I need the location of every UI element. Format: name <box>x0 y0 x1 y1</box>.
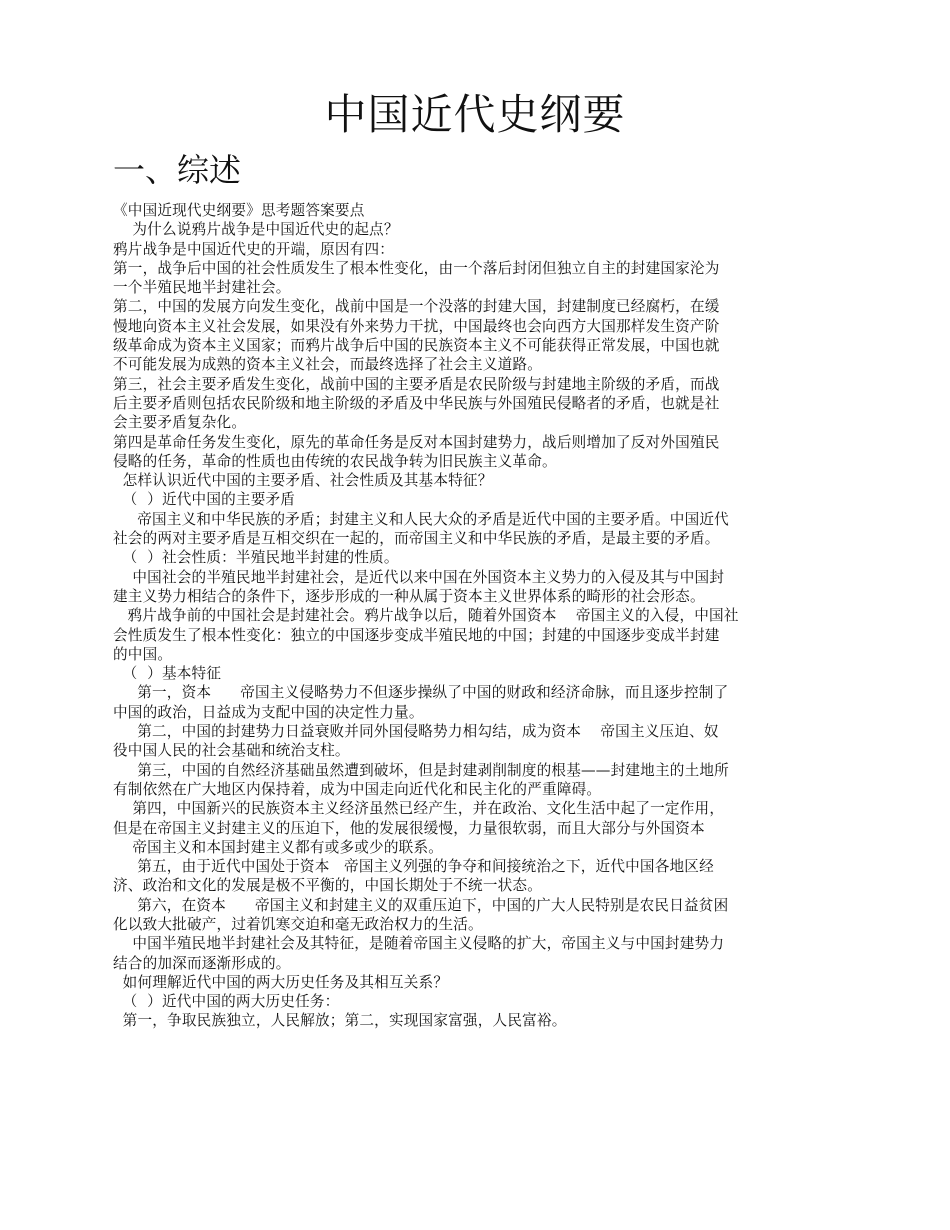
text-line: 役中国人民的社会基础和统治支柱。 <box>113 742 350 760</box>
text-line: 一个半殖民地半封建社会。 <box>113 279 291 297</box>
text-line: 慢地向资本主义社会发展，如果没有外来势力干扰，中国最终也会向西方大国那样发生资产阶 <box>113 317 720 335</box>
text-line: 鸦片战争前的中国社会是封建社会。鸦片战争以后，随着外国资本 帝国主义的入侵，中国社 <box>113 607 739 625</box>
text-line: （ ）社会性质：半殖民地半封建的性质。 <box>113 549 399 567</box>
text-line: 第三，中国的自然经济基础虽然遭到破坏，但是封建剥削制度的根基——封建地主的土地所 <box>113 761 729 779</box>
text-line: 建主义势力相结合的条件下，逐步形成的一种从属于资本主义世界体系的畸形的社会形态。 <box>113 587 705 605</box>
text-line: （ ）近代中国的主要矛盾 <box>113 491 296 509</box>
text-line: 第四，中国新兴的民族资本主义经济虽然已经产生，并在政治、文化生活中起了一定作用， <box>113 800 725 818</box>
text-line: 怎样认识近代中国的主要矛盾、社会性质及其基本特征？ <box>113 472 493 490</box>
text-line: 侵略的任务，革命的性质也由传统的农民战争转为旧民族主义革命。 <box>113 452 557 470</box>
text-line: 会性质发生了根本性变化：独立的中国逐步变成半殖民地的中国；封建的中国逐步变成半封建 <box>113 626 720 644</box>
section-heading: 一、综述 <box>113 151 242 189</box>
text-line: 第一，资本 帝国主义侵略势力不但逐步操纵了中国的财政和经济命脉，而且逐步控制了 <box>113 684 729 702</box>
text-line: 会主要矛盾复杂化。 <box>113 414 247 432</box>
text-line: （ ）基本特征 <box>113 665 222 683</box>
text-line: 第一，战争后中国的社会性质发生了根本性变化，由一个落后封闭但独立自主的封建国家沦为 <box>113 259 720 277</box>
text-line: 帝国主义和本国封建主义都有或多或少的联系。 <box>113 838 444 856</box>
text-line: 帝国主义和中华民族的矛盾；封建主义和人民大众的矛盾是近代中国的主要矛盾。中国近代 <box>113 510 729 528</box>
text-line: 第四是革命任务发生变化，原先的革命任务是反对本国封建势力，战后则增加了反对外国殖民 <box>113 433 720 451</box>
text-line: 为什么说鸦片战争是中国近代史的起点？ <box>113 221 399 239</box>
text-line: 第五，由于近代中国处于资本 帝国主义列强的争夺和间接统治之下，近代中国各地区经 <box>113 858 714 876</box>
text-line: 化以致大批破产，过着饥寒交迫和毫无政治权力的生活。 <box>113 915 483 933</box>
document-body <box>113 201 903 1031</box>
text-line: 第六，在资本 帝国主义和封建主义的双重压迫下，中国的广大人民特别是农民日益贫困 <box>113 896 729 914</box>
document-title: 中国近代史纲要 <box>324 90 626 139</box>
text-line: 社会的两对主要矛盾是互相交织在一起的，而帝国主义和中华民族的矛盾，是最主要的矛盾。 <box>113 530 720 548</box>
text-line: 但是在帝国主义封建主义的压迫下，他的发展很缓慢，力量很软弱，而且大部分与外国资本 <box>113 819 705 837</box>
text-line: 级革命成为资本主义国家；而鸦片战争后中国的民族资本主义不可能获得正常发展，中国也就 <box>113 337 720 355</box>
text-line: 中国的政治，日益成为支配中国的决定性力量。 <box>113 703 424 721</box>
text-line: 结合的加深而逐渐形成的。 <box>113 954 291 972</box>
text-line: 鸦片战争是中国近代史的开端，原因有四： <box>113 240 395 258</box>
text-line: 中国半殖民地半封建社会及其特征，是随着帝国主义侵略的扩大，帝国主义与中国封建势力 <box>113 935 725 953</box>
text-line: 第二，中国的发展方向发生变化，战前中国是一个没落的封建大国，封建制度已经腐朽，在缓 <box>113 298 720 316</box>
text-line: （ ）近代中国的两大历史任务： <box>113 993 340 1011</box>
text-line: 有制依然在广大地区内保持着，成为中国走向近代化和民主化的严重障碍。 <box>113 780 602 798</box>
text-line: 后主要矛盾则包括农民阶级和地主阶级的矛盾及中华民族与外国殖民侵略者的矛盾，也就是社 <box>113 394 720 412</box>
text-line: 如何理解近代中国的两大历史任务及其相互关系？ <box>113 973 449 991</box>
text-line: 济、政治和文化的发展是极不平衡的，中国长期处于不统一状态。 <box>113 877 543 895</box>
text-line: 第一，争取民族独立，人民解放；第二，实现国家富强，人民富裕。 <box>113 1012 567 1030</box>
text-line: 的中国。 <box>113 645 173 663</box>
text-line: 中国社会的半殖民地半封建社会，是近代以来中国在外国资本主义势力的入侵及其与中国封 <box>113 568 725 586</box>
text-line: 第三，社会主要矛盾发生变化，战前中国的主要矛盾是农民阶级与封建地主阶级的矛盾，而战 <box>113 375 720 393</box>
text-line: 不可能发展为成熟的资本主义社会，而最终选择了社会主义道路。 <box>113 356 543 374</box>
text-line: 《中国近现代史纲要》思考题答案要点 <box>113 202 365 219</box>
text-line: 第二，中国的封建势力日益衰败并同外国侵略势力相勾结，成为资本 帝国主义压迫、奴 <box>113 723 719 741</box>
